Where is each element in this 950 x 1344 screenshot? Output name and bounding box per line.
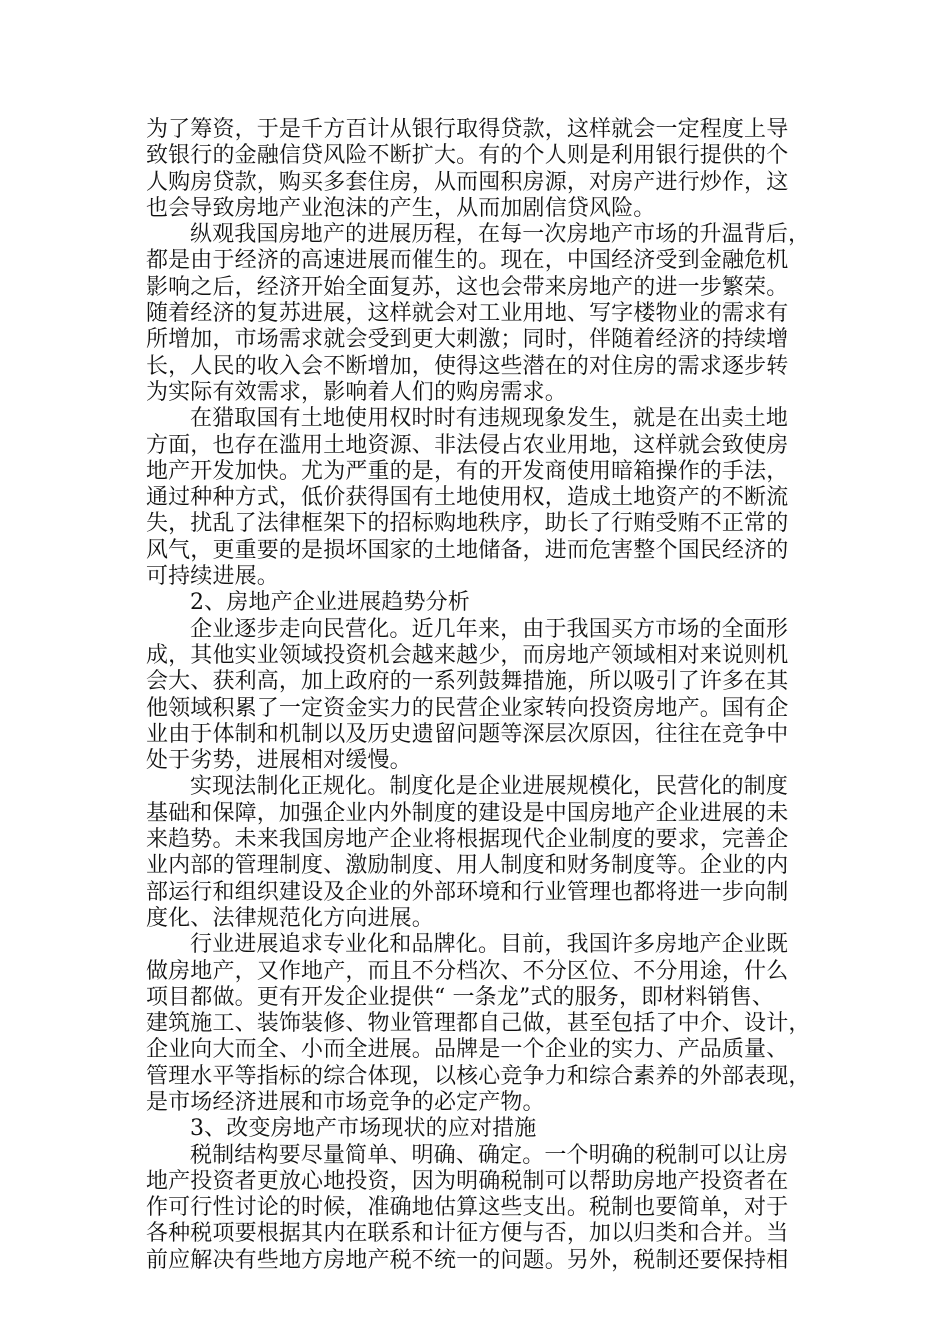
text-line: 影响之后，经济开始全面复苏，这也会带来房地产的进一步繁荣。 — [146, 274, 789, 300]
paragraph-first-line: 税制结构要尽量简单、明确、确定。一个明确的税制可以让房 — [190, 1142, 789, 1168]
text-line: 业内部的管理制度、激励制度、用人制度和财务制度等。企业的内 — [146, 853, 789, 879]
text-line: 都是由于经济的高速进展而催生的。现在，中国经济受到金融危机 — [146, 248, 789, 274]
text-line: 建筑施工、装饰装修、物业管理都自己做，甚至包括了中介、设计， — [146, 1011, 811, 1037]
text-line: 也会导致房地产业泡沫的产生，从而加剧信贷风险。 — [146, 195, 656, 221]
paragraph-first-line: 2、房地产企业进展趋势分析 — [190, 590, 470, 616]
text-line: 是市场经济进展和市场竞争的必定产物。 — [146, 1089, 545, 1115]
text-line: 度化、法律规范化方向进展。 — [146, 905, 434, 931]
text-line: 企业向大而全、小而全进展。品牌是一个企业的实力、产品质量、 — [146, 1037, 789, 1063]
text-line: 人购房贷款，购买多套住房，从而囤积房源，对房产进行炒作，这 — [146, 169, 789, 195]
text-line: 前应解决有些地方房地产税不统一的问题。另外，税制还要保持相 — [146, 1247, 789, 1273]
text-line: 会大、获利高，加上政府的一系列鼓舞措施，所以吸引了许多在其 — [146, 669, 789, 695]
text-line: 做房地产，又作地产，而且不分档次、不分区位、不分用途，什么 — [146, 958, 789, 984]
text-line: 为了筹资，于是千方百计从银行取得贷款，这样就会一定程度上导 — [146, 117, 789, 142]
text-line: 为实际有效需求，影响着人们的购房需求。 — [146, 379, 567, 405]
paragraph-first-line: 实现法制化正规化。制度化是企业进展规模化，民营化的制度 — [190, 774, 789, 800]
text-line: 成，其他实业领域投资机会越来越少，而房地产领域相对来说则机 — [146, 642, 789, 668]
text-line: 随着经济的复苏进展，这样就会对工业用地、写字楼物业的需求有 — [146, 301, 789, 327]
text-line: 风气，更重要的是损坏国家的土地储备，进而危害整个国民经济的 — [146, 537, 789, 563]
text-line: 可持续进展。 — [146, 564, 279, 590]
text-line: 通过种种方式，低价获得国有土地使用权，造成土地资产的不断流 — [146, 485, 789, 511]
text-line: 项目都做。更有开发企业提供“ 一条龙”式的服务，即材料销售、 — [146, 984, 774, 1010]
text-line: 长，人民的收入会不断增加，使得这些潜在的对住房的需求逐步转 — [146, 353, 789, 379]
paragraph-first-line: 在猎取国有土地使用权时时有违规现象发生，就是在出卖土地 — [190, 406, 789, 432]
paragraph-first-line: 纵观我国房地产的进展历程，在每一次房地产市场的升温背后， — [190, 222, 811, 248]
paragraph-first-line: 行业进展追求专业化和品牌化。目前，我国许多房地产企业既 — [190, 932, 789, 958]
text-line: 地产开发加快。尤为严重的是，有的开发商使用暗箱操作的手法， — [146, 458, 789, 484]
text-line: 所增加，市场需求就会受到更大刺激；同时，伴随着经济的持续增 — [146, 327, 789, 353]
text-line: 部运行和组织建设及企业的外部环境和行业管理也都将进一步向制 — [146, 879, 789, 905]
text-line: 致银行的金融信贷风险不断扩大。有的个人则是利用银行提供的个 — [146, 143, 789, 169]
text-line: 作可行性讨论的时候，准确地估算这些支出。税制也要简单，对于 — [146, 1195, 789, 1221]
text-line: 他领域积累了一定资金实力的民营企业家转向投资房地产。国有企 — [146, 695, 789, 721]
text-line: 处于劣势，进展相对缓慢。 — [146, 748, 412, 774]
text-line: 管理水平等指标的综合体现，以核心竞争力和综合素养的外部表现， — [146, 1063, 811, 1089]
text-line: 各种税项要根据其内在联系和计征方便与否，加以归类和合并。当 — [146, 1221, 789, 1247]
text-line: 失，扰乱了法律框架下的招标购地秩序，助长了行贿受贿不正常的 — [146, 511, 789, 537]
text-line: 地产投资者更放心地投资，因为明确税制可以帮助房地产投资者在 — [146, 1168, 789, 1194]
text-line: 来趋势。未来我国房地产企业将根据现代企业制度的要求，完善企 — [146, 827, 789, 853]
text-line: 业由于体制和机制以及历史遗留问题等深层次原因，往往在竞争中 — [146, 721, 789, 747]
paragraph-first-line: 企业逐步走向民营化。近几年来，由于我国买方市场的全面形 — [190, 616, 789, 642]
paragraph-first-line: 3、改变房地产市场现状的应对措施 — [190, 1116, 537, 1142]
text-line: 方面，也存在滥用土地资源、非法侵占农业用地，这样就会致使房 — [146, 432, 789, 458]
text-line: 基础和保障，加强企业内外制度的建设是中国房地产企业进展的未 — [146, 800, 789, 826]
body-text — [146, 117, 811, 1274]
